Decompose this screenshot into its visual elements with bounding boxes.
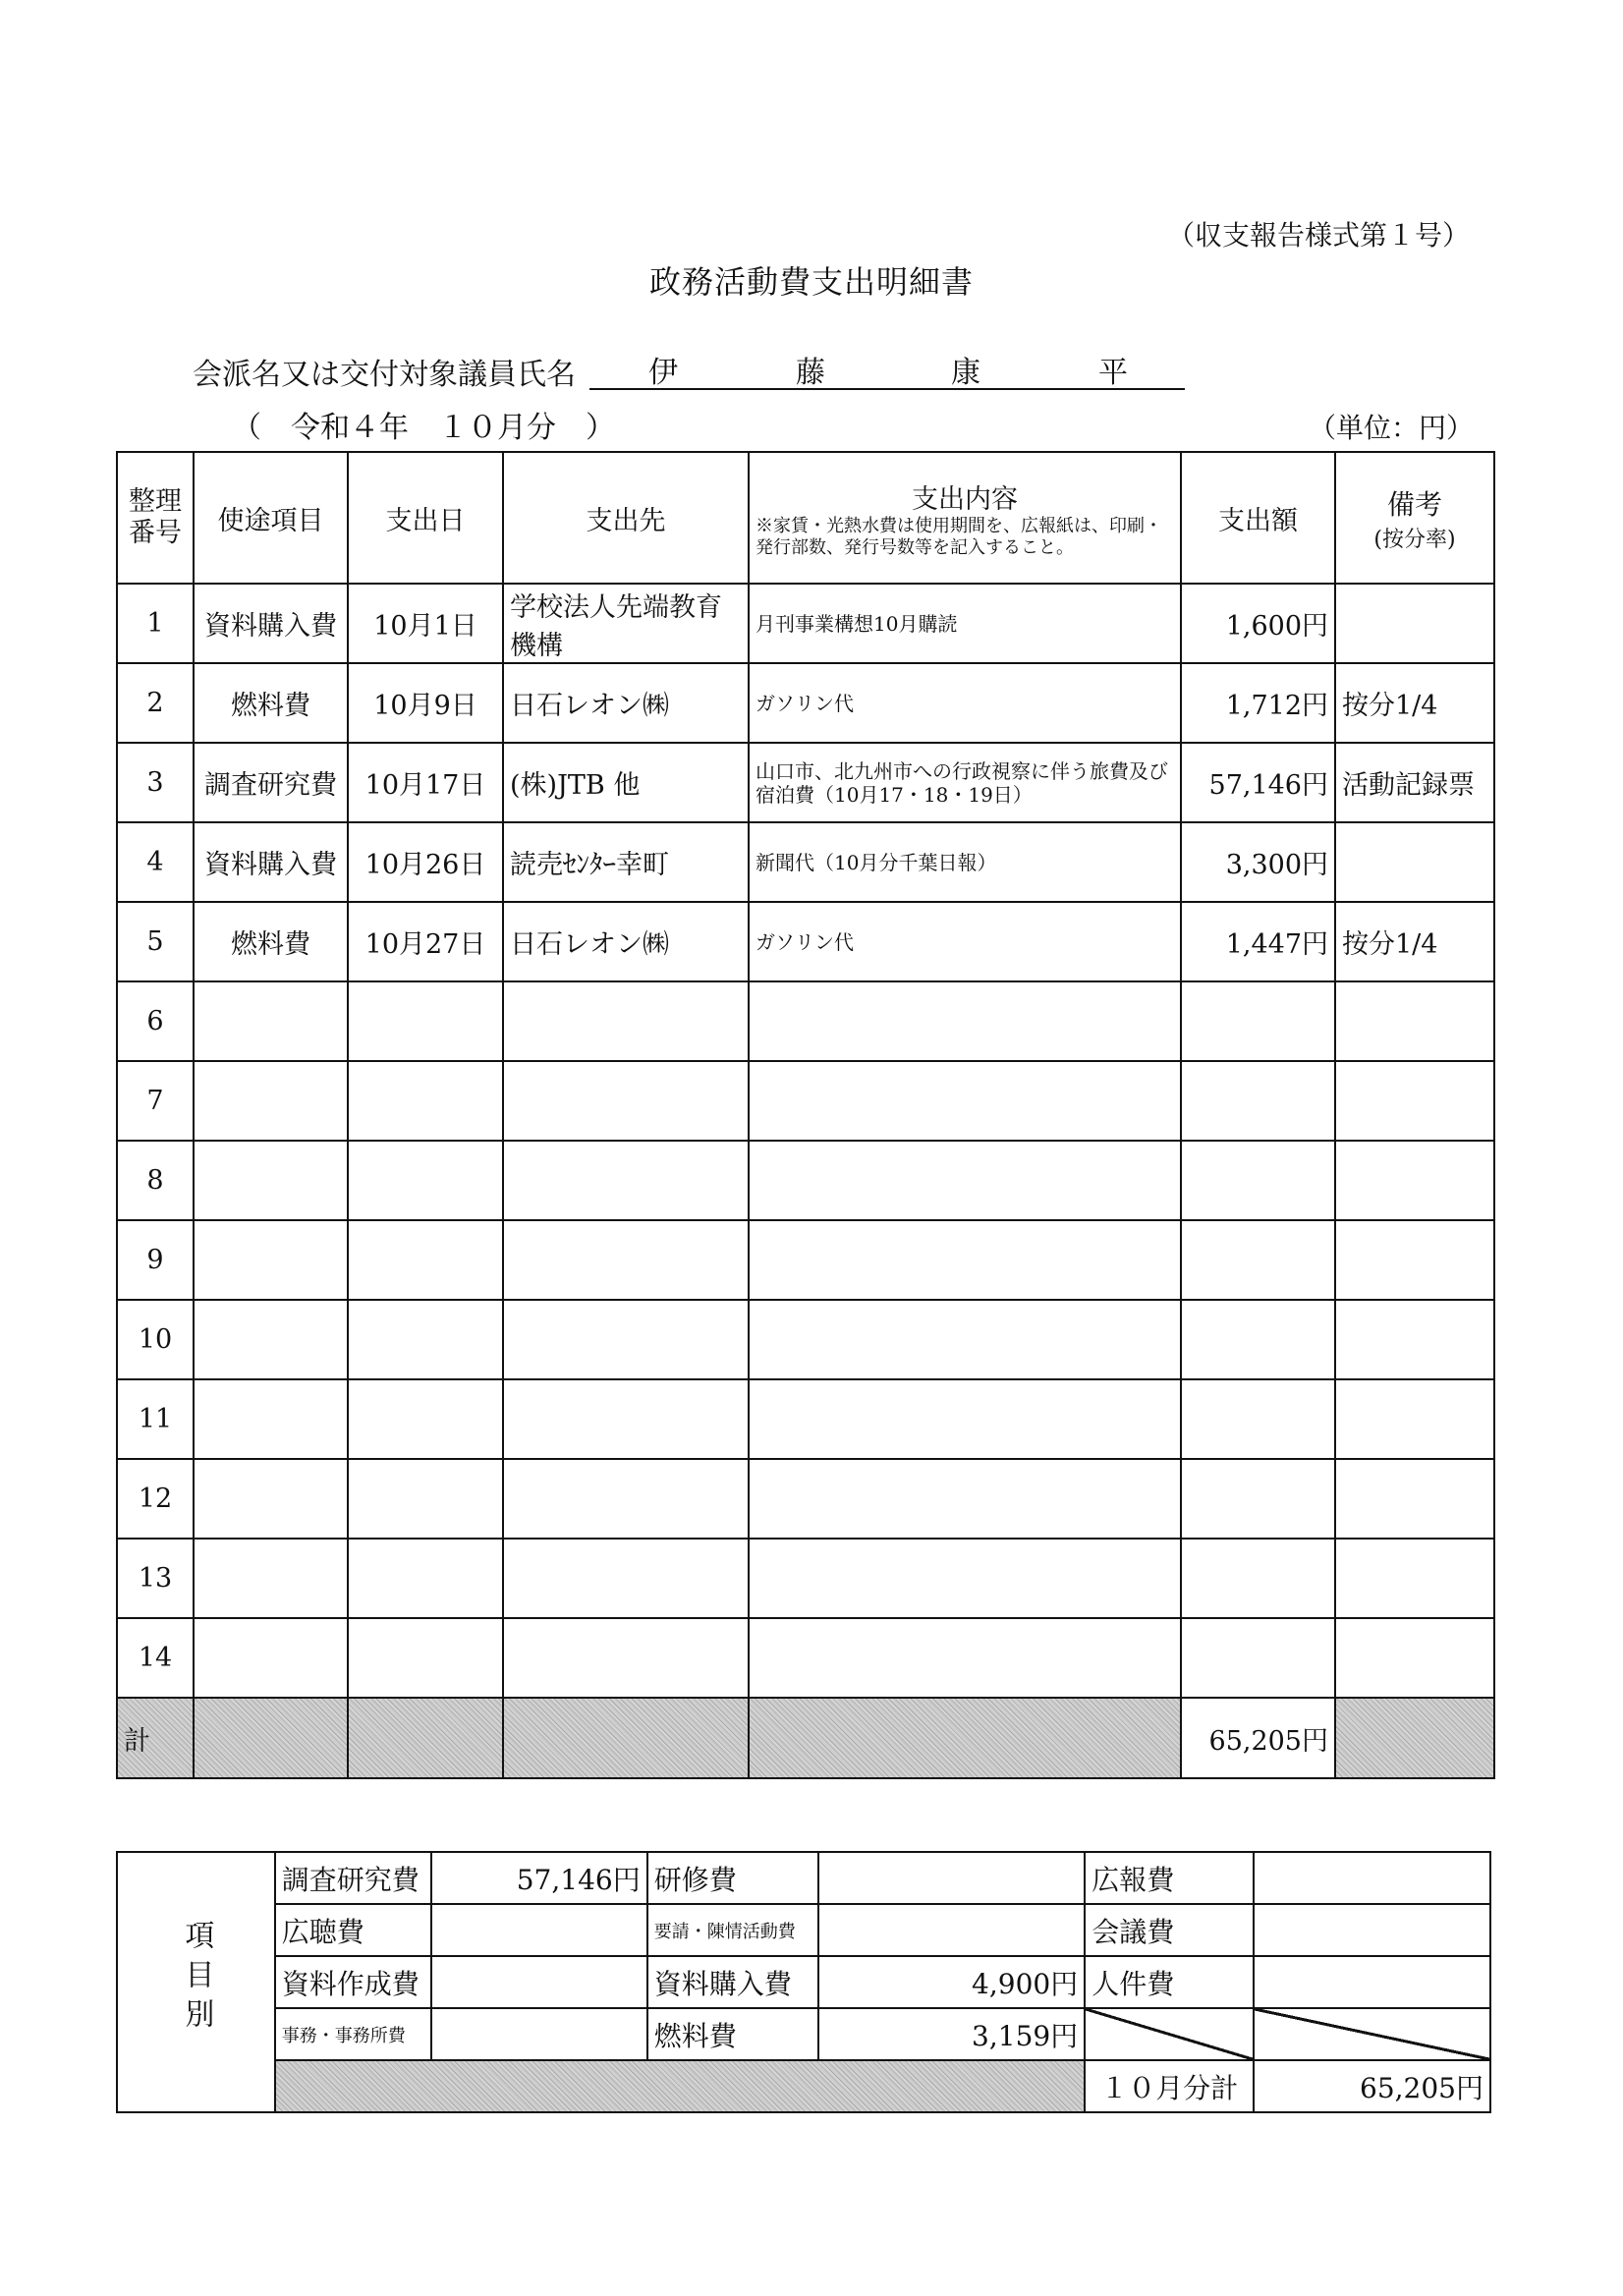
total-amount: 65,205円	[1181, 1698, 1335, 1778]
row-amount	[1181, 1220, 1335, 1300]
row-no: 8	[117, 1141, 194, 1220]
row-date	[348, 1300, 503, 1379]
summary-label: 広報費	[1085, 1852, 1254, 1904]
row-remarks: 按分1/4	[1335, 663, 1494, 743]
summary-value	[818, 1904, 1085, 1956]
row-date: 10月1日	[348, 584, 503, 663]
summary-row	[117, 2008, 1490, 2060]
row-payee	[503, 981, 749, 1061]
row-no: 12	[117, 1459, 194, 1539]
month-total-label: １０月分計	[1085, 2060, 1254, 2112]
summary-label: 広聴費	[275, 1904, 431, 1956]
expense-table	[116, 451, 1495, 1779]
row-item	[194, 1379, 348, 1459]
category-summary-table	[116, 1851, 1491, 2113]
row-payee	[503, 1220, 749, 1300]
col-header-item: 使途項目	[194, 452, 348, 584]
summary-value: 4,900円	[818, 1956, 1085, 2008]
name-char: 康	[951, 356, 980, 390]
summary-value: 3,159円	[818, 2008, 1085, 2060]
row-content	[749, 981, 1181, 1061]
row-remarks	[1335, 1300, 1494, 1379]
row-payee: (株)JTB 他	[503, 743, 749, 822]
row-remarks	[1335, 1618, 1494, 1698]
row-item	[194, 1141, 348, 1220]
row-amount	[1181, 981, 1335, 1061]
row-content	[749, 1459, 1181, 1539]
row-date: 10月27日	[348, 902, 503, 981]
row-content	[749, 1618, 1181, 1698]
row-amount	[1181, 1141, 1335, 1220]
row-date	[348, 1379, 503, 1459]
row-amount	[1181, 1618, 1335, 1698]
diagonal-cell	[1254, 2008, 1490, 2060]
summary-label: 会議費	[1085, 1904, 1254, 1956]
row-remarks	[1335, 1061, 1494, 1141]
table-row	[117, 1300, 1494, 1379]
table-row	[117, 1539, 1494, 1618]
row-amount: 1,600円	[1181, 584, 1335, 663]
form-number: （収支報告様式第１号）	[1166, 219, 1470, 252]
table-row	[117, 1061, 1494, 1141]
row-item	[194, 1061, 348, 1141]
row-no: 14	[117, 1618, 194, 1698]
row-item: 燃料費	[194, 663, 348, 743]
row-remarks	[1335, 981, 1494, 1061]
table-row	[117, 902, 1494, 981]
row-payee: 学校法人先端教育機構	[503, 584, 749, 663]
row-remarks	[1335, 822, 1494, 902]
name-char: 平	[1098, 356, 1128, 390]
name-label: 会派名又は交付対象議員氏名	[193, 358, 576, 392]
summary-label: 資料購入費	[647, 1956, 818, 2008]
col-header-date: 支出日	[348, 452, 503, 584]
row-date: 10月26日	[348, 822, 503, 902]
row-no: 7	[117, 1061, 194, 1141]
table-row	[117, 1379, 1494, 1459]
row-amount: 1,447円	[1181, 902, 1335, 981]
row-payee: 日石レオン㈱	[503, 902, 749, 981]
row-remarks	[1335, 584, 1494, 663]
diagonal-cell	[1085, 2008, 1254, 2060]
row-payee: 読売ｾﾝﾀｰ幸町	[503, 822, 749, 902]
total-label: 計	[117, 1698, 194, 1778]
row-content: 新聞代（10月分千葉日報）	[749, 822, 1181, 902]
row-payee	[503, 1539, 749, 1618]
table-row	[117, 584, 1494, 663]
row-item	[194, 1459, 348, 1539]
row-payee	[503, 1379, 749, 1459]
row-no: 1	[117, 584, 194, 663]
row-content	[749, 1141, 1181, 1220]
summary-value	[1254, 1956, 1490, 2008]
row-item	[194, 1539, 348, 1618]
summary-label: 要請・陳情活動費	[647, 1904, 818, 1956]
summary-value	[431, 1956, 647, 2008]
row-payee	[503, 1141, 749, 1220]
row-remarks	[1335, 1459, 1494, 1539]
period: （ 令和４年 １０月分 ）	[232, 411, 615, 445]
table-row	[117, 663, 1494, 743]
row-payee	[503, 1459, 749, 1539]
row-content: ガソリン代	[749, 663, 1181, 743]
row-date	[348, 1539, 503, 1618]
table-header-row	[117, 452, 1494, 584]
row-item	[194, 1220, 348, 1300]
name-char: 藤	[796, 356, 825, 390]
row-amount	[1181, 1379, 1335, 1459]
summary-value	[431, 2008, 647, 2060]
table-row	[117, 1141, 1494, 1220]
summary-value	[1254, 1852, 1490, 1904]
total-blank	[348, 1698, 503, 1778]
summary-label: 資料作成費	[275, 1956, 431, 2008]
row-payee	[503, 1300, 749, 1379]
row-amount	[1181, 1300, 1335, 1379]
row-date: 10月17日	[348, 743, 503, 822]
row-content: 山口市、北九州市への行政視察に伴う旅費及び宿泊費（10月17・18・19日）	[749, 743, 1181, 822]
row-no: 9	[117, 1220, 194, 1300]
summary-label: 研修費	[647, 1852, 818, 1904]
summary-total-row	[117, 2060, 1490, 2112]
page-title: 政務活動費支出明細書	[648, 263, 974, 301]
row-date: 10月9日	[348, 663, 503, 743]
name-char: 伊	[648, 356, 678, 390]
summary-side-label: 項目別	[117, 1852, 275, 2112]
col-header-content: 支出内容 ※家賃・光熱水費は使用期間を、広報紙は、印刷・発行部数、発行号数等を記入すること。	[749, 452, 1181, 584]
row-item: 燃料費	[194, 902, 348, 981]
row-no: 3	[117, 743, 194, 822]
row-content	[749, 1220, 1181, 1300]
total-blank	[503, 1698, 749, 1778]
summary-total-blank	[275, 2060, 1085, 2112]
total-blank	[194, 1698, 348, 1778]
col-header-amount: 支出額	[1181, 452, 1335, 584]
row-remarks	[1335, 1220, 1494, 1300]
row-remarks	[1335, 1539, 1494, 1618]
row-item	[194, 1300, 348, 1379]
row-item: 資料購入費	[194, 822, 348, 902]
row-no: 5	[117, 902, 194, 981]
row-remarks	[1335, 1141, 1494, 1220]
row-amount: 3,300円	[1181, 822, 1335, 902]
row-content: 月刊事業構想10月購読	[749, 584, 1181, 663]
row-no: 4	[117, 822, 194, 902]
table-row	[117, 981, 1494, 1061]
row-amount: 57,146円	[1181, 743, 1335, 822]
table-row	[117, 822, 1494, 902]
summary-value	[818, 1852, 1085, 1904]
row-amount: 1,712円	[1181, 663, 1335, 743]
row-item	[194, 1618, 348, 1698]
table-row	[117, 1618, 1494, 1698]
summary-label: 調査研究費	[275, 1852, 431, 1904]
row-date	[348, 1459, 503, 1539]
summary-label: 燃料費	[647, 2008, 818, 2060]
unit-label: （単位：円）	[1308, 412, 1474, 444]
row-no: 13	[117, 1539, 194, 1618]
table-row	[117, 743, 1494, 822]
col-header-payee: 支出先	[503, 452, 749, 584]
row-content: ガソリン代	[749, 902, 1181, 981]
row-no: 11	[117, 1379, 194, 1459]
total-blank	[749, 1698, 1181, 1778]
row-payee: 日石レオン㈱	[503, 663, 749, 743]
row-item: 調査研究費	[194, 743, 348, 822]
row-item: 資料購入費	[194, 584, 348, 663]
row-content	[749, 1379, 1181, 1459]
row-remarks	[1335, 1379, 1494, 1459]
name-underline	[589, 388, 1185, 390]
total-blank	[1335, 1698, 1494, 1778]
row-payee	[503, 1061, 749, 1141]
row-remarks: 活動記録票	[1335, 743, 1494, 822]
summary-row	[117, 1852, 1490, 1904]
row-amount	[1181, 1061, 1335, 1141]
total-row	[117, 1698, 1494, 1778]
row-amount	[1181, 1459, 1335, 1539]
row-date	[348, 1061, 503, 1141]
row-no: 10	[117, 1300, 194, 1379]
row-content	[749, 1539, 1181, 1618]
summary-label: 事務・事務所費	[275, 2008, 431, 2060]
row-content	[749, 1061, 1181, 1141]
summary-row	[117, 1956, 1490, 2008]
row-date	[348, 1220, 503, 1300]
summary-label: 人件費	[1085, 1956, 1254, 2008]
summary-value	[1254, 1904, 1490, 1956]
row-item	[194, 981, 348, 1061]
month-total-value: 65,205円	[1254, 2060, 1490, 2112]
row-date	[348, 1141, 503, 1220]
row-no: 2	[117, 663, 194, 743]
col-header-no: 整理番号	[117, 452, 194, 584]
summary-value	[431, 1904, 647, 1956]
row-amount	[1181, 1539, 1335, 1618]
summary-row	[117, 1904, 1490, 1956]
col-header-remarks: 備考 (按分率)	[1335, 452, 1494, 584]
table-row	[117, 1220, 1494, 1300]
row-content	[749, 1300, 1181, 1379]
row-no: 6	[117, 981, 194, 1061]
row-date	[348, 981, 503, 1061]
table-row	[117, 1459, 1494, 1539]
row-payee	[503, 1618, 749, 1698]
summary-value: 57,146円	[431, 1852, 647, 1904]
row-date	[348, 1618, 503, 1698]
row-remarks: 按分1/4	[1335, 902, 1494, 981]
